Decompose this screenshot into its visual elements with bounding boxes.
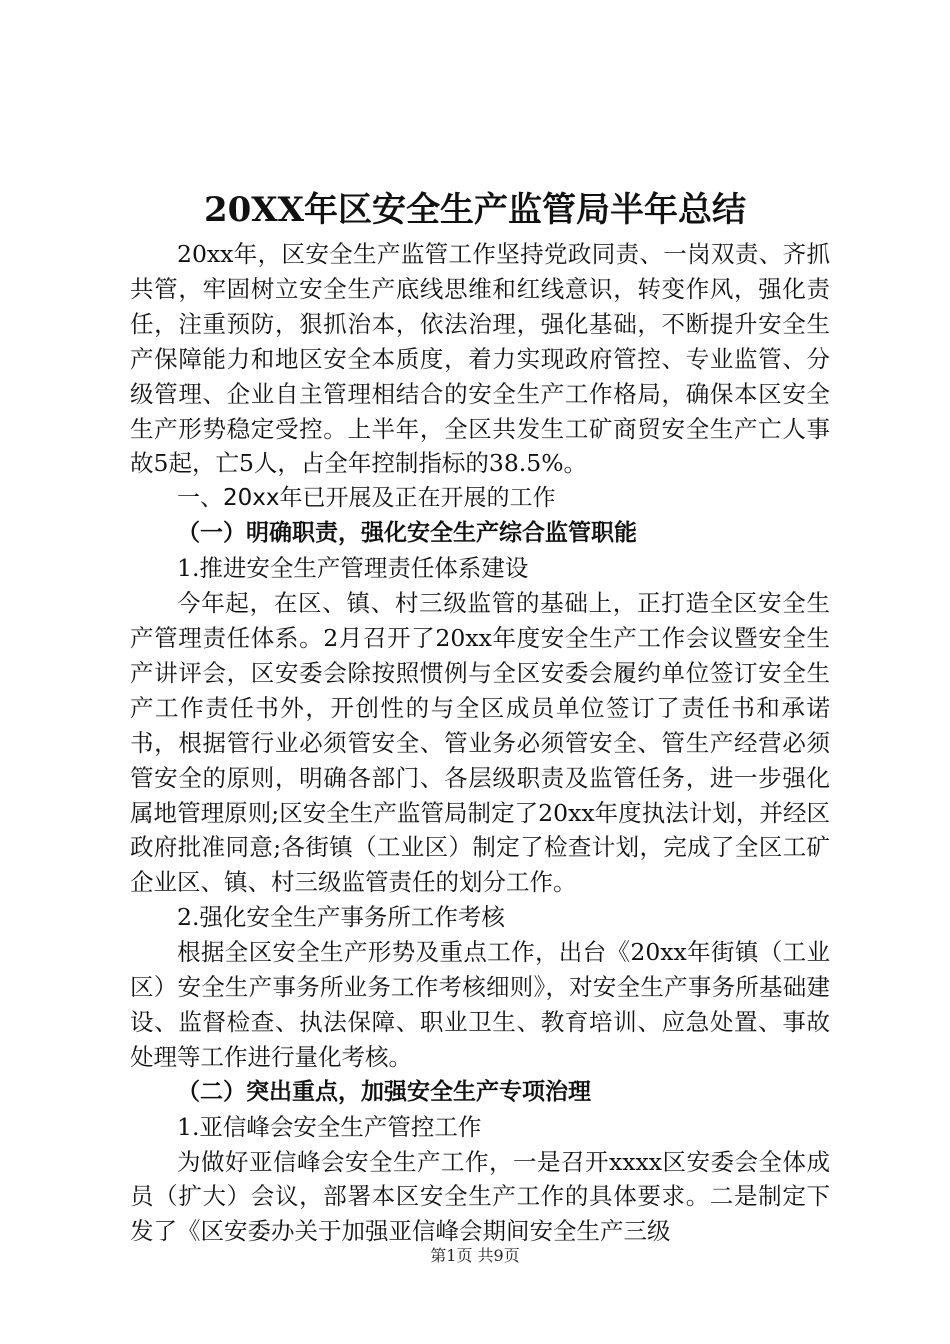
intro-paragraph: 20xx年，区安全生产监管工作坚持党政同责、一岗双责、齐抓共管，牢固树立安全生产底线思维和红线意识，转变作风，强化责任，注重预防，狠抓治本，依法治理，强化基础，不断提升安全生产保障能力和地区安全本质度，着力实现政府管控、专业监管、分级管理、企业自主管理相结合的安全生产工作格局，确保本区安全生产形势稳定受控。上半年，全区共发生工矿商贸安全生产亡人事故5起，亡5人，占全年控制指标的38.5%。 [130, 240, 830, 478]
document-title: 20XX年区安全生产监管局半年总结 [203, 190, 747, 230]
item-heading-3: 1.亚信峰会安全生产管控工作 [177, 1112, 482, 1141]
subsection-heading-2: （二）突出重点，加强安全生产专项治理 [177, 1078, 591, 1105]
section-heading-1: 一、20xx年已开展及正在开展的工作 [177, 485, 556, 512]
page-number-footer: 第1页 共9页 [430, 1246, 520, 1265]
document-body [130, 237, 830, 1249]
subsection-heading-1: （一）明确职责，强化安全生产综合监管职能 [177, 520, 637, 547]
item-heading-2: 2.强化安全生产事务所工作考核 [177, 903, 505, 932]
item-paragraph-2: 根据全区安全生产形势及重点工作，出台《20xx年街镇（工业区）安全生产事务所业务工作考核细则》，对安全生产事务所基础建设、监督检查、执法保障、职业卫生、教育培训、应急处置、事故处理等工作进行量化考核。 [130, 938, 830, 1071]
item-paragraph-1: 今年起，在区、镇、村三级监管的基础上，正打造全区安全生产管理责任体系。2月召开了20xx年度安全生产工作会议暨安全生产讲评会，区安委会除按照惯例与全区安委会履约单位签订安全生产工作责任书外，开创性的与全区成员单位签订了责任书和承诺书，根据管行业必须管安全、管业务必须管安全、管生产经营必须管安全的原则，明确各部门、各层级职责及监管任务，进一步强化属地管理原则;区安全生产监管局制定了20xx年度执法计划，并经区政府批准同意;各街镇（工业区）制定了检查计划，完成了全区工矿企业区、镇、村三级监管责任的划分工作。 [130, 589, 830, 897]
item-heading-1: 1.推进安全生产管理责任体系建设 [177, 554, 529, 583]
item-paragraph-3: 为做好亚信峰会安全生产工作，一是召开xxxx区安委会全体成员（扩大）会议，部署本区安全生产工作的具体要求。二是制定下发了《区安委办关于加强亚信峰会期间安全生产三级 [130, 1147, 830, 1246]
